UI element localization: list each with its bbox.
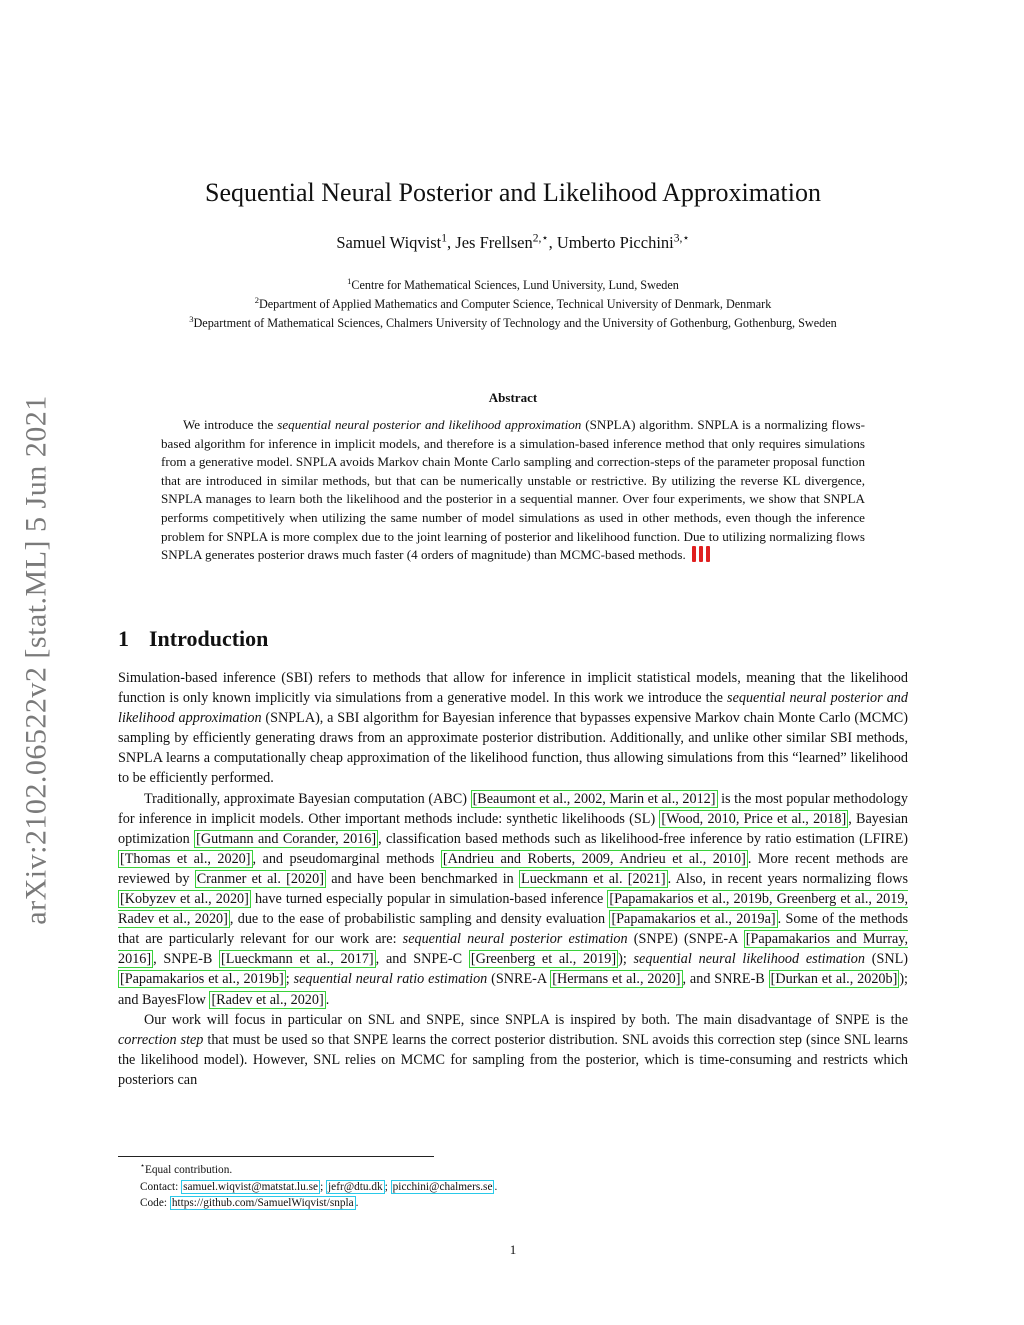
email-link[interactable]: jefr@dtu.dk <box>328 1180 383 1193</box>
citation-link[interactable]: [Durkan et al., 2020b] <box>770 971 898 988</box>
text-run: , Bayesian optimization <box>118 810 908 847</box>
paragraph <box>118 1010 908 1090</box>
citation-link[interactable]: [Gutmann and Corander, 2016] <box>196 830 377 847</box>
emphasis: sequential neural posterior and likelihood approximation <box>118 690 908 727</box>
emphasis: sequential neural posterior estimation <box>402 931 628 948</box>
text-run: , and SNPE-C <box>375 951 469 968</box>
text-run: (SNPE) (SNPE-A <box>627 931 744 948</box>
text-run: , SNPE-B <box>153 951 220 968</box>
citation-link[interactable]: [Papamakarios et al., 2019b, Greenberg et al., 2019, Radev et al., 2020] <box>118 891 908 928</box>
emphasis: sequential neural likelihood estimation <box>633 951 865 968</box>
footnotes <box>140 1162 900 1212</box>
paragraph <box>118 789 908 1010</box>
citation-link[interactable]: [Kobyzev et al., 2020] <box>120 891 249 908</box>
section-number: 1 <box>118 626 129 651</box>
affiliation: $^1$Centre for Mathematical Sciences, Lund University, Lund, Sweden <box>347 275 679 292</box>
citation-link[interactable]: [Lueckmann et al., 2017] <box>221 951 374 968</box>
footnote-code: Code: https://github.com/SamuelWiqvist/snpla . <box>140 1197 359 1209</box>
citation-link[interactable]: [Thomas et al., 2020] <box>120 850 251 867</box>
affiliations <box>118 276 908 333</box>
abstract-text: We introduce the sequential neural posterior and likelihood approximation (SNPLA) algorithm. SNPLA is a normalizing flows-based algorithm for inference in implicit models, and therefore is a simulation-based inference method that only requires simulations from a generative model. SNPLA avoids Markov chain Monte Carlo sampling and correction-steps of the parameter proposal function that are introduced in similar methods, but that can be numerically unstable or restrictive. By utilizing the reverse KL divergence, SNPLA manages to learn both the likelihood and the posterior in a sequential manner. Over four experiments, we show that SNPLA performs competitively when utilizing the same number of model simulations as used in other methods, even though the inference problem for SNPLA is more complex due to the joint learning of posterior and likelihood function. Due to utilizing normalizing flows SNPLA generates posterior draws much faster (4 orders of magnitude) than MCMC-based methods. <box>161 417 865 563</box>
annotation-marks-icon <box>692 546 710 562</box>
text-run: ); <box>618 951 634 968</box>
text-run: Our work will focus in particular on SNL and SNPE, since SNPLA is inspired by both. The main disadvantage of SNPE is the <box>144 1011 908 1028</box>
citation-link[interactable]: [Andrieu and Roberts, 2009, Andrieu et al., 2010] <box>442 850 746 867</box>
text-run: , due to the ease of probabilistic sampling and density evaluation <box>229 911 610 928</box>
arxiv-identifier-text: arXiv:2102.06522v2 [stat.ML] 5 Jun 2021 <box>20 395 53 925</box>
page-number: 1 <box>509 1242 517 1257</box>
text-run: have turned especially popular in simulation-based inference <box>250 891 608 908</box>
author: Umberto Picchini$^{3,⋆}$ <box>556 232 690 252</box>
citation-link[interactable]: [Papamakarios et al., 2019a] <box>611 911 776 928</box>
affiliation: $^2$Department of Applied Mathematics and Computer Science, Technical University of Denmark, Denmark <box>254 294 772 311</box>
citation-link[interactable]: Lueckmann et al. [2021] <box>521 870 666 887</box>
emphasis: sequential neural ratio estimation <box>293 971 488 988</box>
emphasis: correction step <box>118 1031 204 1048</box>
text-run: is the most popular methodology for inference in implicit models. Other important methods include: synthetic likelihoods (SL) <box>118 790 908 827</box>
text-run: (SNL) <box>864 951 908 968</box>
paragraph <box>118 668 908 789</box>
text-run: Simulation-based inference (SBI) refers to methods that allow for inference in implicit statistical models, meaning that the likelihood function is only known implicitly via simulations from a generative model. In this work we introduce the <box>118 670 908 707</box>
citation-link[interactable]: Cranmer et al. [2020] <box>196 870 324 887</box>
footnote-divider <box>118 1156 434 1157</box>
text-run: , and pseudomarginal methods <box>252 850 441 867</box>
footnote-contact: Contact: samuel.wiqvist@matstat.lu.se ; jefr@dtu.dk ; picchini@chalmers.se . <box>140 1180 498 1193</box>
text-run: Traditionally, approximate Bayesian computation (ABC) <box>144 790 471 807</box>
citation-link[interactable]: [Papamakarios and Murray, 2016] <box>118 931 909 968</box>
affiliation: $^3$Department of Mathematical Sciences, Chalmers University of Technology and the University of Gothenburg, Gothenburg, Sweden <box>189 313 837 330</box>
citation-link[interactable]: [Wood, 2010, Price et al., 2018] <box>661 810 847 827</box>
citation-link[interactable]: [Greenberg et al., 2019] <box>470 951 617 968</box>
text-run: , and SNRE-B <box>682 971 769 988</box>
section-heading <box>118 626 268 652</box>
section-title: Introduction <box>149 626 269 651</box>
text-run: . Some of the methods that are particularly relevant for our work are: <box>118 911 908 948</box>
text-run: and have been benchmarked in <box>325 870 520 887</box>
email-link[interactable]: picchini@chalmers.se <box>392 1180 493 1193</box>
text-run: (SNPLA), a SBI algorithm for Bayesian inference that bypasses expensive Markov chain Monte Carlo (MCMC) sampling by efficiently generating draws from an approximate posterior distribution. Additionally, and unlike other similar SBI methods, SNPLA learns a computationally cheap approximation of the likelihood function, thus allowing simulations from this “learned” likelihood to be efficiently performed. <box>118 710 908 787</box>
paper-title: Sequential Neural Posterior and Likelihood Approximation <box>205 178 821 207</box>
code-repository-link[interactable]: https://github.com/SamuelWiqvist/snpla <box>171 1197 354 1209</box>
abstract-heading: Abstract <box>488 390 538 405</box>
text-run: ; <box>285 971 294 988</box>
citation-link[interactable]: [Hermans et al., 2020] <box>552 971 681 988</box>
text-run: . More recent methods are reviewed by <box>118 850 909 887</box>
text-run: . Also, in recent years normalizing flows <box>667 870 908 887</box>
author: Jes Frellsen$^{2,⋆}$ <box>455 232 549 252</box>
footnote-equal-contribution: ⋆Equal contribution. <box>140 1161 233 1176</box>
section-body <box>118 668 908 1090</box>
arxiv-identifier <box>18 360 56 960</box>
citation-link[interactable]: [Beaumont et al., 2002, Marin et al., 2012] <box>472 790 716 807</box>
author: Samuel Wiqvist$^1$ <box>336 232 448 252</box>
text-run: ); and BayesFlow <box>118 971 908 1008</box>
text-run: (SNRE-A <box>487 971 551 988</box>
citation-link[interactable]: [Papamakarios et al., 2019b] <box>120 971 284 988</box>
citation-link[interactable]: [Radev et al., 2020] <box>211 991 324 1008</box>
email-link[interactable]: samuel.wiqvist@matstat.lu.se <box>183 1180 319 1193</box>
text-run: that must be used so that SNPE learns the correct posterior distribution. SNL avoids this correction step (since SNL learns the likelihood model). However, SNL relies on MCMC for sampling from the posterior, which is time-consuming and restricts which posteriors can <box>118 1031 908 1088</box>
author-list: Samuel Wiqvist$^1$, Jes Frellsen$^{2,⋆}$, Umberto Picchini$^{3,⋆}$ <box>336 232 690 252</box>
text-run: , classification based methods such as likelihood-free inference by ratio estimation (LFIRE) <box>378 830 908 847</box>
text-run: . <box>325 991 330 1008</box>
